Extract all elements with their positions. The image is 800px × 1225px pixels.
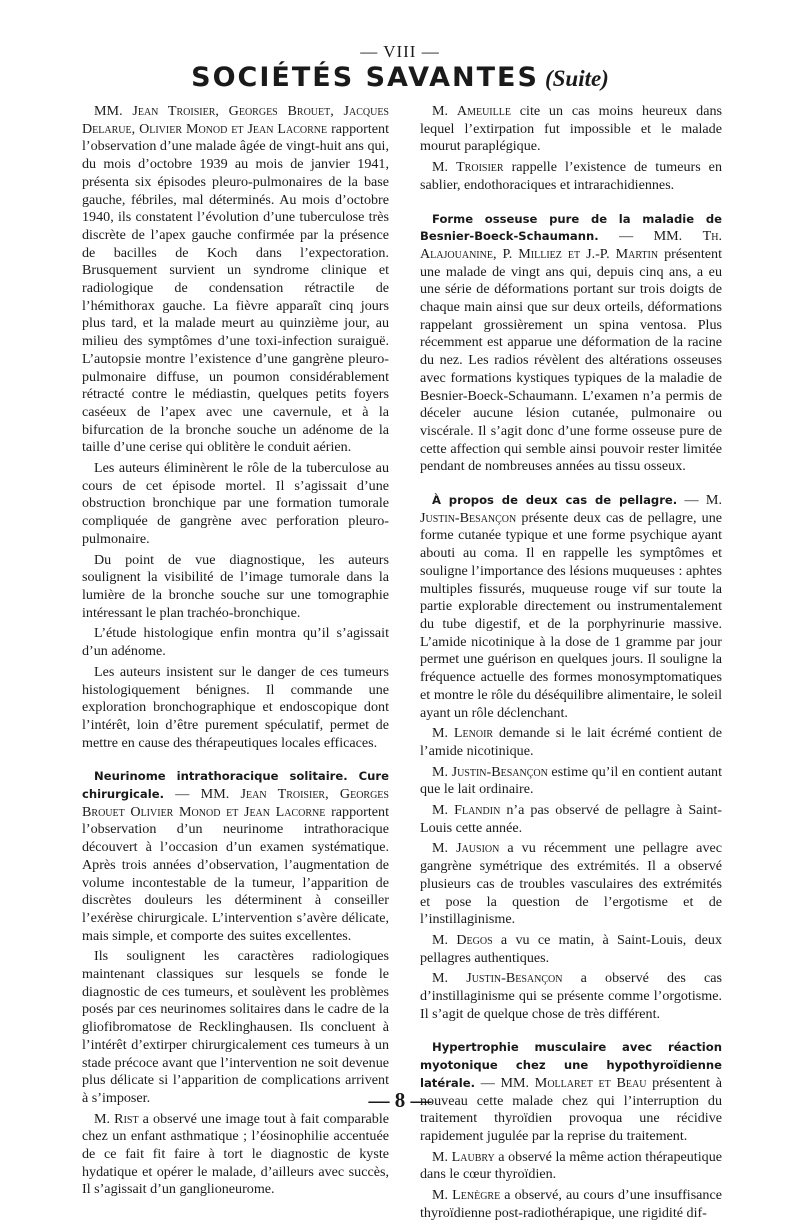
- author-name: Degos: [456, 931, 493, 948]
- paragraph-text: rapportent l’observation d’un neurinome intrathoracique découvert à l’occasion d’un examen systématique. Après trois années d’observation, l’augmentation de volume incontestable de la tumeur, l’apparition de discrètes douleurs les déterminent à conseiller l’exérèse chirurgicale. L’intervention s’avère délicate, mais simple, et comporte des suites excellentes.: [82, 803, 389, 944]
- author-name: Troisier: [456, 159, 504, 176]
- prefix: M.: [432, 802, 455, 819]
- paragraph: [420, 103, 722, 156]
- paragraph: [420, 840, 722, 929]
- paragraph: Ils soulignent les caractères radiologiques maintenant classiques sur lesquels se fonde le diagnostic de ces tumeurs, et soulèvent les problèmes posés par ces neurinomes solitaires dans le cadre de la gliofibromatose de Recklinghausen. Ils concluent à l’intérêt d’extirper chirurgicalement ces tumeurs à un stade précoce avant que l’intervention ne soit devenue plus délicate si l’apparition de complications arrivent à s’imposer.: [82, 948, 389, 1106]
- paragraph: [82, 768, 389, 945]
- prefix: M.: [432, 840, 457, 857]
- paragraph: Du point de vue diagnostique, les auteurs soulignent la visibilité de l’image tumorale dans la lumière de la bronche souche sur une tomographie intéressant le plan trachéo-bronchique.: [82, 551, 389, 621]
- section-heading: Neurinome intrathoracique solitaire. Cure chirurgicale.: [82, 769, 389, 802]
- section-title-text: SOCIÉTÉS SAVANTES: [191, 62, 539, 93]
- prefix: M.: [94, 1110, 115, 1127]
- paragraph-text: a vu récemment une pellagre avec gangrène symétrique des extrémités. Il a observé plusieurs cas de troubles vasculaires des extrémités et pose la question de l’ergotisme et de l’instillaginisme.: [420, 840, 722, 928]
- paragraph: [82, 103, 389, 457]
- paragraph-text: a observé la même action thérapeutique dans le cœur thyroïdien.: [420, 1148, 722, 1183]
- paragraph-text: a vu ce matin, à Saint-Louis, deux pellagres authentiques.: [420, 931, 722, 966]
- paragraph: [420, 211, 722, 477]
- paragraph: [420, 492, 722, 722]
- paragraph: [82, 1111, 389, 1200]
- author-name: Laubry: [451, 1148, 495, 1165]
- prefix: M.: [432, 159, 457, 176]
- paragraph-text: présentent à nouveau cette malade chez qui l’interruption du traitement thyroïdien provoqua une récidive rapidement jugulée par la reprise du traitement.: [420, 1074, 722, 1144]
- author-name: Justin-Besançon: [451, 763, 548, 780]
- paragraph-text: présente deux cas de pellagre, une forme cutanée typique et une forme psychique ayant abouti au coma. Il en rappelle les symptômes et souligne l’importance des lésions muqueuses : aphtes multiples fissurés, muqueuse rouge vif sur toute la partie explorable directement ou instrumentalement du tube digestif, et de la porphyrinurie massive. L’amide nicotinique à la dose de 1 gramme par jour permet une guérison en quelques jours. Il souligne la fréquence actuelle des formes monosymptomatiques et montre le rôle du déséquilibre alimentaire, le soleil ayant un rôle déclenchant.: [420, 509, 722, 721]
- paragraph: [420, 1149, 722, 1184]
- prefix: M.: [432, 1187, 453, 1204]
- paragraph-text: cite un cas moins heureux dans lequel l’extirpation fut impossible et le malade mourut paraplégique.: [420, 103, 722, 155]
- author-name: Ameuille: [456, 103, 511, 119]
- prefix: M.: [432, 931, 457, 948]
- section-heading: Hypertrophie musculaire avec réaction myotonique chez une hypothyroïdienne latérale.: [420, 1040, 722, 1090]
- prefix: M.: [432, 725, 454, 742]
- right-column: [420, 103, 722, 1225]
- author-name: Lenègre: [452, 1187, 501, 1204]
- paragraph: [420, 764, 722, 799]
- prefix: M.: [432, 763, 452, 780]
- author-names: Mollaret et Beau: [534, 1074, 647, 1091]
- author-name: Justin-Besançon: [466, 970, 563, 987]
- paragraph: [420, 802, 722, 837]
- dash: — MM.: [475, 1074, 535, 1091]
- section-title-suite: (Suite): [544, 66, 609, 91]
- paragraph-text: présentent une malade de vingt ans qui, depuis cinq ans, a eu une série de déformations portant sur trois doigts de chaque main ainsi que sur deux orteils, déformations rappelant grossièrement un spina ventosa. Plus récemment est apparue une déformation de la racine du nez. Les radios révèlent des altérations osseuses avec formations kystiques typiques de la maladie de Besnier-Boeck-Schaumann. L’examen n’a permis de déceler aucune lésion cutanée, pulmonaire ou viscérale. Il s’agit donc d’une forme osseuse pure de cette affection qui semble ainsi pouvoir rester limitée pendant de nombreuses années au tissu osseux.: [420, 245, 722, 475]
- left-column: [82, 103, 389, 1202]
- paragraph: [420, 932, 722, 967]
- author-names: MM. Jean Troisier, Georges Brouet, Jacques Delarue, Olivier Monod et Jean Lacorne: [82, 103, 389, 137]
- author-names: Th. Alajouanine, P. Milliez et J.-P. Martin: [420, 228, 722, 262]
- dash: — MM.: [598, 228, 703, 245]
- paragraph: Les auteurs insistent sur le danger de ces tumeurs histologiquement bénignes. Il commande une exploration bronchographique et endoscopique dont l’intérêt, loin d’être purement spéculatif, permet de mettre en cause des thérapeutiques locales efficaces.: [82, 663, 389, 751]
- paragraph: [420, 159, 722, 194]
- page-number-roman: — VIII —: [360, 42, 440, 61]
- author-name: Flandin: [454, 802, 501, 819]
- prefix: M.: [432, 970, 467, 987]
- paragraph-text: estime qu’il en contient autant que le lait ordinaire.: [420, 763, 723, 798]
- paragraph-text: n’a pas observé de pellagre à Saint-Louis cette année.: [420, 802, 722, 836]
- paragraph: [420, 725, 722, 760]
- paragraph: [420, 1187, 722, 1222]
- section-heading: À propos de deux cas de pellagre.: [432, 493, 678, 508]
- paragraph-text: a observé des cas d’instillaginisme qui se présente comme l’orgotisme. Il s’agit de quelque chose de très différent.: [420, 970, 722, 1022]
- page-number: — 8 —: [368, 1088, 432, 1112]
- section-heading: Forme osseuse pure de la maladie de Besnier-Boeck-Schaumann.: [420, 211, 722, 244]
- paragraph-text: a observé une image tout à fait comparable chez un enfant asthmatique ; l’éosinophilie accentuée de ce fait fit faire à tort le diagnostic de kyste hydatique et opérer le malade, d’ailleurs avec succès, Il s’agissait d’un ganglioneurome.: [82, 1110, 389, 1198]
- author-name: Jausion: [456, 840, 500, 857]
- dash: — M.: [677, 492, 722, 509]
- author-name: Lenoir: [453, 725, 494, 742]
- author-names: Justin-Besançon: [420, 509, 517, 526]
- paragraph-text: rapportent l’observation d’une malade âgée de vingt-huit ans qui, du mois d’octobre 1939 au mois de janvier 1941, présenta six épisodes pleuro-pulmonaires de la base gauche, fébriles, mal déterminés. Au mois d’octobre 1940, ils constatent l’évolution d’une tuberculose très discrète de l’apex gauche confirmée par la présence de bacilles de Koch dans l’expectoration. Brusquement survient un syndrome clinique et radiologique de condensation rétractile de l’hémithorax gauche. La fièvre apparaît cinq jours plus tard, et la malade meurt au quinzième jour, au milieu des symptômes d’une toxi-infection suraiguë. L’autopsie montre l’existence d’une gangrène pleuro-pulmonaire diffuse, un poumon considérablement rétracté contre le médiastin, quelques petits foyers caséeux de l’apex avec une cavernule, et à la bifurcation de la bronche souche un adénome de la taille d’une cerise qui oblitère le conduit aérien.: [82, 120, 389, 456]
- paragraph: Les auteurs éliminèrent le rôle de la tuberculose au cours de cet épisode mortel. Il s’agissait d’une obstruction bronchique par une formation tumorale compliquée de gangrène avec perforation pleuro-pulmonaire.: [82, 460, 389, 547]
- author-names: Jean Troisier, Georges Brouet Olivier Monod et Jean Lacorne: [82, 786, 389, 820]
- dash: — MM.: [164, 786, 241, 803]
- paragraph-text: rappelle l’existence de tumeurs en sablier, endothoraciques et intrarachidiennes.: [420, 159, 722, 193]
- paragraph: [420, 970, 722, 1023]
- prefix: M.: [432, 103, 457, 119]
- paragraph-text: demande si le lait écrémé contient de l’amide nicotinique.: [420, 725, 722, 759]
- section-title: [0, 62, 800, 93]
- paragraph-text: a observé, au cours d’une insuffisance thyroïdienne post-radiothérapique, une rigidité dif-: [420, 1187, 722, 1221]
- prefix: M.: [432, 1148, 452, 1165]
- author-name: Rist: [114, 1110, 139, 1127]
- paragraph: L’étude histologique enfin montra qu’il s’agissait d’un adénome.: [82, 625, 389, 660]
